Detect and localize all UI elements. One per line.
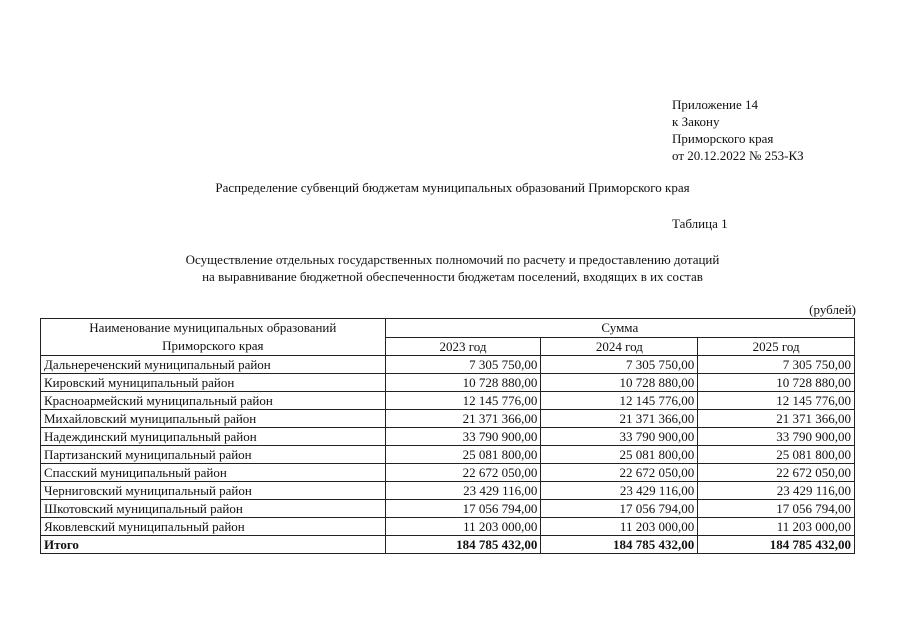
header-name-line: Приморского края — [162, 338, 264, 353]
header-year: 2024 год — [541, 337, 698, 356]
table-header-row — [41, 319, 855, 338]
row-value: 7 305 750,00 — [698, 356, 855, 374]
row-value: 17 056 794,00 — [541, 500, 698, 518]
row-name: Надеждинский муниципальный район — [41, 428, 386, 446]
row-value: 12 145 776,00 — [541, 392, 698, 410]
table-row — [41, 374, 855, 392]
row-name: Красноармейский муниципальный район — [41, 392, 386, 410]
appendix-line: от 20.12.2022 № 253-КЗ — [672, 148, 804, 163]
table-number: Таблица 1 — [672, 216, 728, 231]
row-value: 23 429 116,00 — [541, 482, 698, 500]
row-name: Шкотовский муниципальный район — [41, 500, 386, 518]
total-row — [41, 536, 855, 554]
total-value: 184 785 432,00 — [541, 536, 698, 554]
table-row — [41, 518, 855, 536]
row-name: Михайловский муниципальный район — [41, 410, 386, 428]
appendix-block — [672, 96, 804, 164]
subtitle-line: на выравнивание бюджетной обеспеченности бюджетам поселений, входящих в их состав — [202, 269, 703, 284]
row-value: 21 371 366,00 — [698, 410, 855, 428]
row-value: 23 429 116,00 — [698, 482, 855, 500]
header-sum: Сумма — [385, 319, 854, 338]
table-row — [41, 500, 855, 518]
row-name: Партизанский муниципальный район — [41, 446, 386, 464]
row-value: 33 790 900,00 — [698, 428, 855, 446]
row-value: 22 672 050,00 — [541, 464, 698, 482]
row-name: Спасский муниципальный район — [41, 464, 386, 482]
appendix-line: к Закону — [672, 114, 720, 129]
row-value: 33 790 900,00 — [541, 428, 698, 446]
table-row — [41, 482, 855, 500]
row-value: 23 429 116,00 — [385, 482, 541, 500]
table-row — [41, 392, 855, 410]
row-name: Кировский муниципальный район — [41, 374, 386, 392]
table-row — [41, 410, 855, 428]
row-value: 10 728 880,00 — [541, 374, 698, 392]
table-row — [41, 428, 855, 446]
row-value: 22 672 050,00 — [698, 464, 855, 482]
row-value: 17 056 794,00 — [385, 500, 541, 518]
subsidy-table — [40, 318, 855, 554]
row-value: 22 672 050,00 — [385, 464, 541, 482]
table-row — [41, 446, 855, 464]
row-value: 7 305 750,00 — [541, 356, 698, 374]
row-value: 12 145 776,00 — [698, 392, 855, 410]
total-label: Итого — [41, 536, 386, 554]
units-label: (рублей) — [809, 302, 856, 317]
row-value: 11 203 000,00 — [541, 518, 698, 536]
row-value: 11 203 000,00 — [698, 518, 855, 536]
row-value: 10 728 880,00 — [698, 374, 855, 392]
row-value: 25 081 800,00 — [541, 446, 698, 464]
header-year: 2025 год — [698, 337, 855, 356]
row-value: 10 728 880,00 — [385, 374, 541, 392]
appendix-line: Приморского края — [672, 131, 774, 146]
row-value: 7 305 750,00 — [385, 356, 541, 374]
row-name: Дальнереченский муниципальный район — [41, 356, 386, 374]
header-name-line: Наименование муниципальных образований — [89, 320, 337, 335]
total-value: 184 785 432,00 — [698, 536, 855, 554]
appendix-line: Приложение 14 — [672, 97, 759, 112]
row-name: Черниговский муниципальный район — [41, 482, 386, 500]
row-value: 17 056 794,00 — [698, 500, 855, 518]
table-row — [41, 356, 855, 374]
row-value: 25 081 800,00 — [698, 446, 855, 464]
row-value: 25 081 800,00 — [385, 446, 541, 464]
header-name — [41, 319, 386, 356]
row-value: 21 371 366,00 — [541, 410, 698, 428]
row-value: 21 371 366,00 — [385, 410, 541, 428]
total-value: 184 785 432,00 — [385, 536, 541, 554]
row-value: 12 145 776,00 — [385, 392, 541, 410]
table-subtitle — [0, 251, 905, 285]
table-row — [41, 464, 855, 482]
row-value: 33 790 900,00 — [385, 428, 541, 446]
row-name: Яковлевский муниципальный район — [41, 518, 386, 536]
subtitle-line: Осуществление отдельных государственных полномочий по расчету и предоставлению дотаций — [185, 252, 720, 267]
header-year: 2023 год — [385, 337, 541, 356]
row-value: 11 203 000,00 — [385, 518, 541, 536]
document-title: Распределение субвенций бюджетам муниципальных образований Приморского края — [215, 180, 690, 195]
